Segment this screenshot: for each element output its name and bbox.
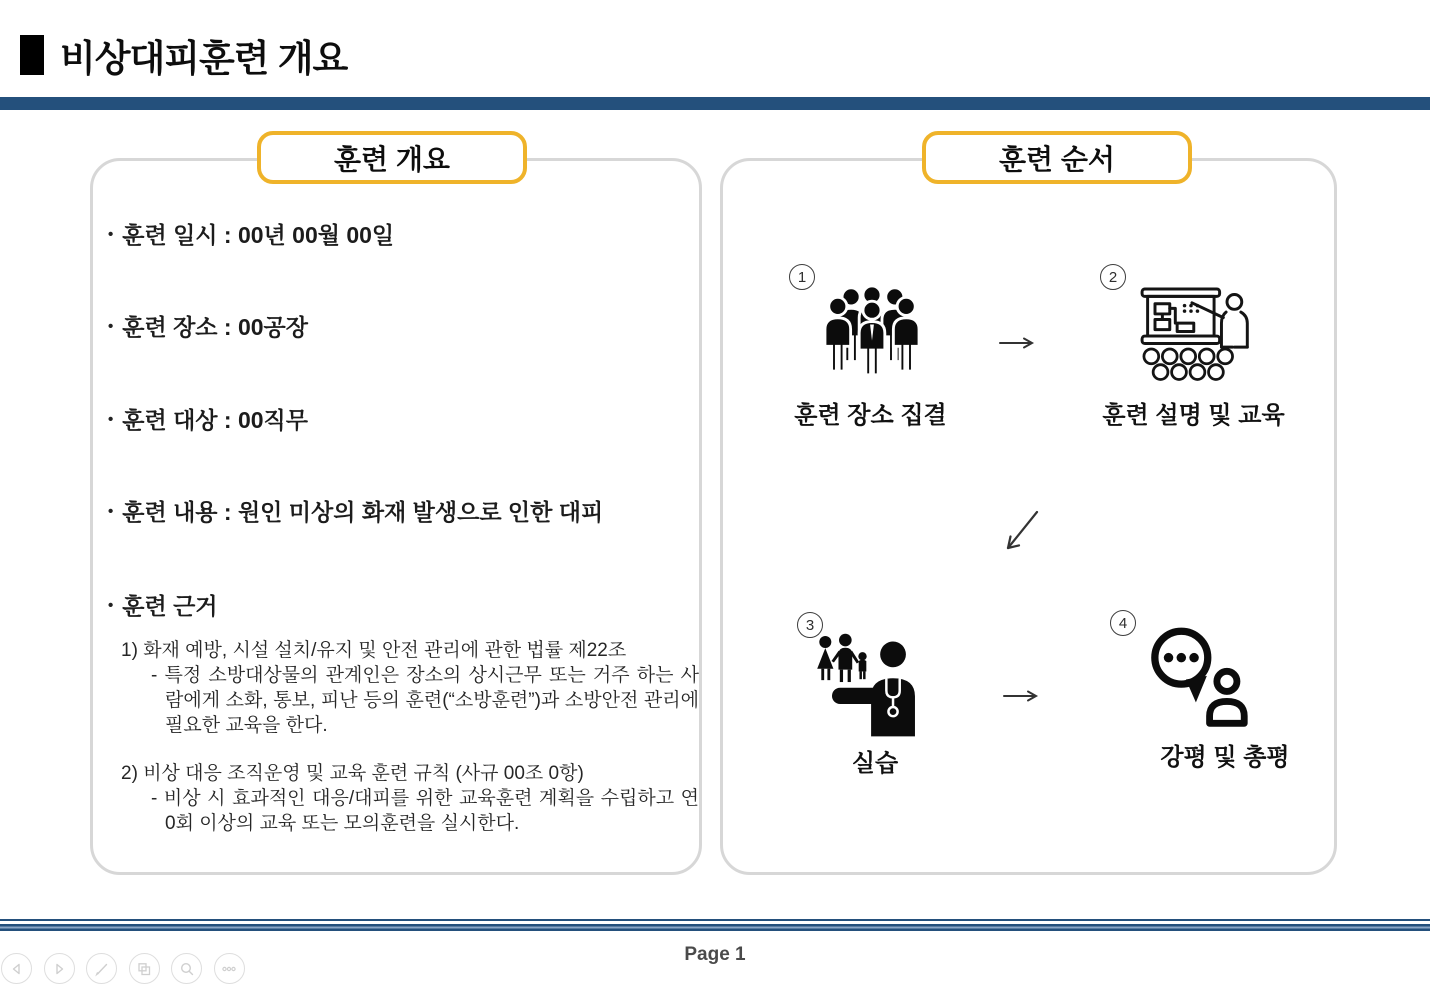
bullet-text: 훈련 내용 : 원인 미상의 화재 발생으로 인한 대피	[122, 499, 604, 525]
pen-icon	[94, 961, 110, 977]
basis-number: 2)	[121, 763, 138, 784]
slides-overview-button[interactable]	[129, 953, 160, 984]
basis-title: 비상 대응 조직운영 및 교육 훈련 규칙 (사규 00조 0항)	[143, 763, 584, 784]
more-options-button[interactable]	[214, 953, 245, 984]
step-number-badge: 3	[797, 612, 823, 638]
bullet-training-basis	[108, 591, 218, 621]
previous-slide-button[interactable]	[1, 953, 32, 984]
magnifier-icon	[179, 961, 195, 977]
slides-icon	[136, 961, 152, 977]
slide-header	[20, 28, 347, 82]
basis-number: 1)	[121, 640, 138, 661]
training-sequence-panel	[720, 158, 1337, 875]
basis-item-law	[121, 638, 699, 738]
bullet-dot-icon: •	[108, 318, 114, 335]
basis-item-rule	[121, 761, 699, 836]
bullet-text: 훈련 장소 : 00공장	[122, 314, 308, 340]
zoom-button[interactable]	[171, 953, 202, 984]
next-slide-button[interactable]	[44, 953, 75, 984]
header-divider-bar	[0, 97, 1430, 110]
pen-tool-button[interactable]	[86, 953, 117, 984]
bullet-training-content	[108, 497, 603, 527]
arrow-right-icon	[997, 335, 1037, 356]
page-title: 비상대피훈련 개요	[60, 38, 348, 79]
presentation-icon	[1131, 281, 1251, 381]
bullet-training-target	[108, 405, 308, 435]
arrow-down-left-icon	[999, 507, 1045, 560]
basis-title: 화재 예방, 시설 설치/유지 및 안전 관리에 관한 법률 제22조	[143, 640, 627, 661]
title-square-marker-icon	[20, 35, 44, 75]
feedback-discussion-icon	[1143, 623, 1257, 727]
overview-panel-title-pill	[257, 131, 527, 184]
step-label: 강평 및 총평	[1160, 744, 1290, 771]
basis-detail: - 특정 소방대상물의 관계인은 장소의 상시근무 또는 거주 하는 사람에게 소화, 통보, 피난 등의 훈련(“소방훈련”)과 소방안전 관리에 필요한 교육을 한다.	[151, 665, 699, 736]
bullet-dot-icon: •	[108, 503, 114, 520]
basis-detail: - 비상 시 효과적인 대응/대피를 위한 교육훈련 계획을 수립하고 연 0회 이상의 교육 또는 모의훈련을 실시한다.	[151, 788, 699, 834]
sequence-panel-title-pill	[922, 131, 1192, 184]
overview-panel-title: 훈련 개요	[334, 143, 450, 175]
crowd-icon	[815, 283, 929, 383]
bullet-training-datetime	[108, 220, 394, 250]
sequence-panel-title: 훈련 순서	[999, 143, 1115, 175]
bullet-text: 훈련 일시 : 00년 00월 00일	[122, 222, 395, 248]
chevron-left-icon	[9, 961, 25, 977]
footer-divider-thick	[0, 924, 1430, 931]
step-label: 훈련 설명 및 교육	[1102, 402, 1285, 429]
bullet-text: 훈련 대상 : 00직무	[122, 407, 308, 433]
ellipsis-icon	[220, 961, 238, 977]
hands-on-practice-icon	[811, 629, 935, 737]
slideshow-toolbar	[1, 953, 245, 984]
footer-divider-thin	[0, 919, 1430, 921]
step-label: 실습	[851, 750, 899, 777]
arrow-right-icon	[1001, 688, 1041, 709]
step-number-badge: 2	[1100, 264, 1126, 290]
bullet-dot-icon: •	[108, 411, 114, 428]
step-number-badge: 1	[789, 264, 815, 290]
bullet-training-place	[108, 312, 308, 342]
step-label: 훈련 장소 집결	[794, 402, 947, 429]
page-number: Page 1	[684, 944, 746, 965]
step-number-badge: 4	[1110, 610, 1136, 636]
bullet-dot-icon: •	[108, 597, 114, 614]
chevron-right-icon	[51, 961, 67, 977]
bullet-text: 훈련 근거	[122, 593, 218, 619]
bullet-dot-icon: •	[108, 226, 114, 243]
training-overview-panel	[90, 158, 702, 875]
